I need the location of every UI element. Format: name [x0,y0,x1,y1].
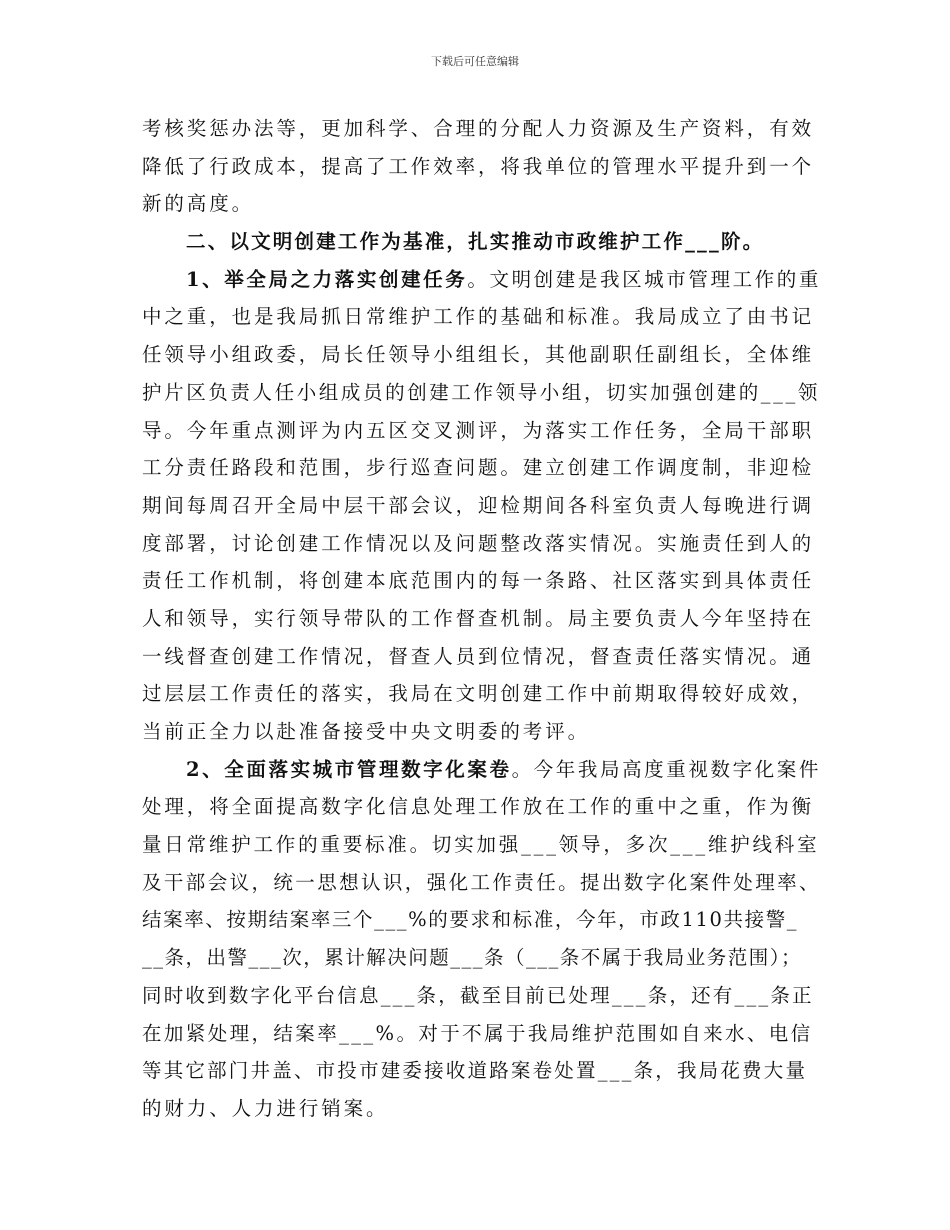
paragraph-line: 同时收到数字化平台信息___条，截至目前已处理___条，还有___条正 [142,983,814,1007]
paragraph-line: 处理，将全面提高数字化信息处理工作放在工作的重中之重，作为衡 [142,795,815,819]
item1-title: 1、举全局之力落实创建任务 [186,267,468,291]
document-body [142,110,822,1128]
paragraph-line: 的财力、人力进行销案。 [142,1096,389,1120]
item2-title: 2、全面落实城市管理数字化案卷 [186,757,512,781]
paragraph-line: 导。今年重点测评为内五区交叉测评，为落实工作任务，全局干部职 [142,418,815,442]
paragraph-line: 责任工作机制，将创建本底范围内的每一条路、社区落实到具体责任 [142,569,815,593]
section-heading: 二、以文明创建工作为基准，扎实推动市政维护工作___阶。 [186,230,765,254]
paragraph-line: 当前正全力以赴准备接受中央文明委的考评。 [142,720,591,743]
paragraph-line: 工分责任路段和范围，步行巡查问题。建立创建工作调度制，非迎检 [142,456,815,480]
paragraph-line: 期间每周召开全局中层干部会议，迎检期间各科室负责人每晚进行调 [142,493,815,517]
paragraph-line: 及干部会议，统一思想认识，强化工作责任。提出数字化案件处理率、 [142,870,821,894]
paragraph-line: 一线督查创建工作情况，督查人员到位情况，督查责任落实情况。通 [142,644,815,668]
item2-first-line-text: 。今年我局高度重视数字化案件 [511,757,821,781]
paragraph-line: __条，出警___次，累计解决问题___条（___条不属于我局业务范围）； [142,946,803,970]
paragraph-line: 等其它部门井盖、市投市建委接收道路案卷处置___条，我局花费大量 [142,1059,808,1083]
paragraph-line: 结案率、按期结案率三个___%的要求和标准，今年，市政110共接警_ [142,908,799,932]
paragraph-line: 中之重，也是我局抓日常维护工作的基础和标准。我局成立了由书记 [142,305,815,329]
paragraph-line: 人和领导，实行领导带队的工作督查机制。局主要负责人今年坚持在 [142,606,815,630]
item2-first-line [142,751,822,789]
paragraph-line: 任领导小组政委，局长任领导小组组长，其他副职任副组长，全体维 [142,343,815,367]
paragraph-line: 降低了行政成本，提高了工作效率，将我单位的管理水平提升到一个 [142,154,815,178]
paragraph-line: 量日常维护工作的重要标准。切实加强___领导，多次___维护线科室 [142,833,820,857]
paragraph-line: 过层层工作责任的落实，我局在文明创建工作中前期取得较好成效， [142,682,815,706]
item1-first-line [142,261,822,299]
item1-first-line-text: 。文明创建是我区城市管理工作的重 [467,267,821,291]
paragraph-line: 护片区负责人任小组成员的创建工作领导小组，切实加强创建的___领 [142,380,820,404]
paragraph-line: 考核奖惩办法等，更加科学、合理的分配人力资源及生产资料，有效 [142,117,815,140]
paragraph-line: 新的高度。 [142,192,255,216]
paragraph-line: 度部署，讨论创建工作情况以及问题整改落实情况。实施责任到人的 [142,531,815,555]
paragraph-line: 在加紧处理，结案率___%。对于不属于我局维护范围如自来水、电信 [142,1021,813,1045]
page-header-note: 下载后可任意编辑 [431,55,519,68]
